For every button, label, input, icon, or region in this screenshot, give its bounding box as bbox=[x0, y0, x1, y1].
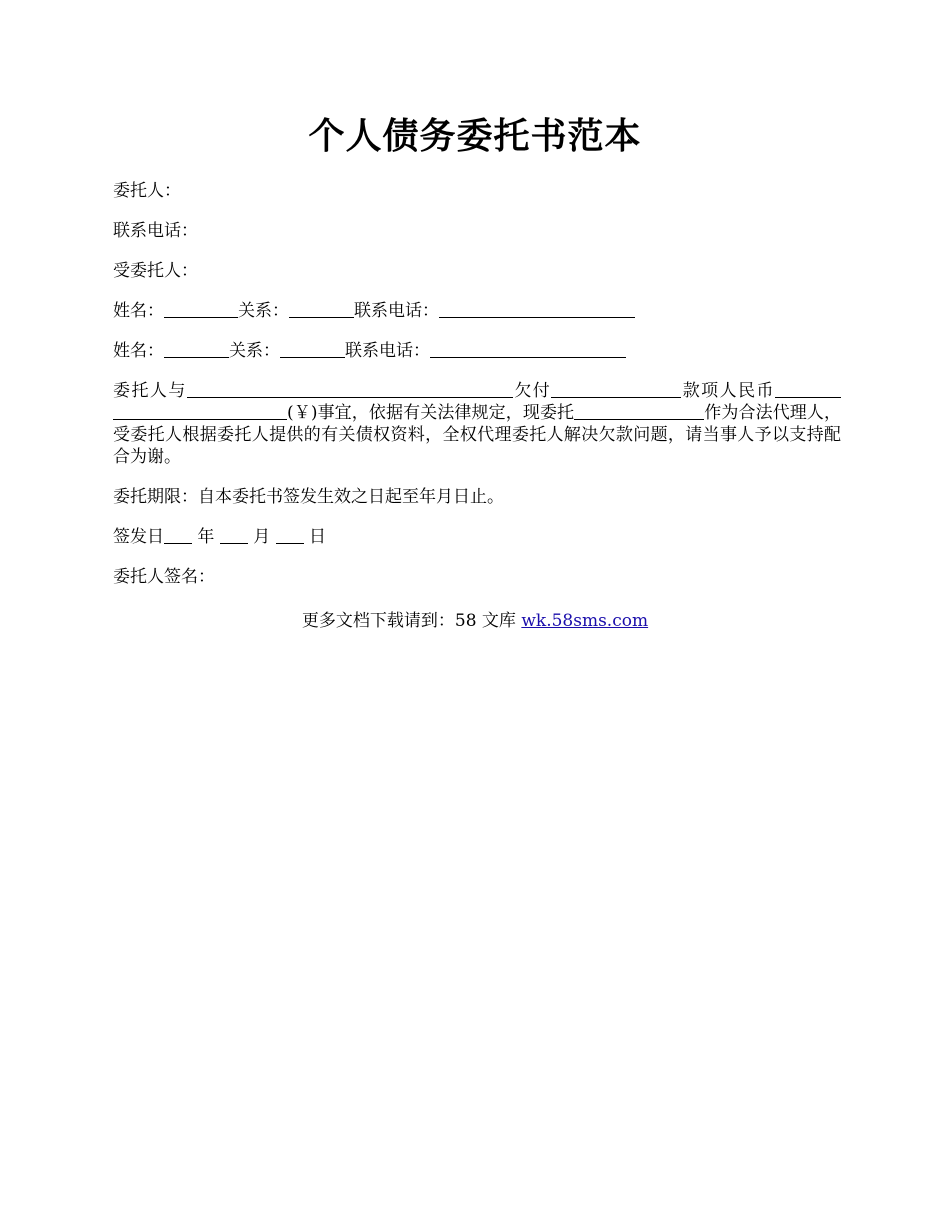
month-label: 月 bbox=[253, 527, 271, 547]
document-body bbox=[113, 180, 841, 606]
name-blank bbox=[164, 301, 238, 318]
principal-label: 委托人： bbox=[113, 181, 181, 201]
creditor-blank bbox=[551, 381, 681, 398]
footer-text: 更多文档下载请到：58 文库 bbox=[301, 611, 522, 631]
phone-label: 联系电话： bbox=[345, 341, 430, 361]
year-label: 年 bbox=[197, 527, 215, 547]
signature-label: 委托人签名： bbox=[113, 567, 215, 587]
body-text-5: 作为合法代理人，受委托人根据委托人提供的有关债权资料，全权代理委托人解决欠款问题，请当事人予以支持配合为谢。 bbox=[113, 403, 842, 467]
day-label: 日 bbox=[309, 527, 327, 547]
month-blank bbox=[220, 527, 248, 544]
signature-line bbox=[113, 566, 841, 588]
body-text-3: 款项人民币 bbox=[681, 381, 776, 401]
year-blank bbox=[164, 527, 192, 544]
debtor-blank bbox=[187, 381, 513, 398]
principal-phone-line bbox=[113, 220, 841, 242]
name-blank bbox=[164, 341, 229, 358]
phone-label: 联系电话： bbox=[354, 301, 439, 321]
body-text-4: (￥)事宜，依据有关法律规定，现委托 bbox=[287, 403, 575, 423]
amount-blank-2 bbox=[113, 403, 287, 420]
body-text-1: 委托人与 bbox=[113, 381, 187, 401]
agent-row-2 bbox=[113, 340, 841, 362]
relation-blank bbox=[289, 301, 354, 318]
agent-line bbox=[113, 260, 841, 282]
phone-blank bbox=[439, 301, 635, 318]
relation-label: 关系： bbox=[229, 341, 280, 361]
agent-name-blank bbox=[574, 403, 704, 420]
principal-phone-label: 联系电话： bbox=[113, 221, 198, 241]
relation-label: 关系： bbox=[238, 301, 289, 321]
name-label: 姓名： bbox=[113, 301, 164, 321]
term-line bbox=[113, 486, 841, 508]
document-title: 个人债务委托书范本 bbox=[308, 115, 642, 157]
footer bbox=[0, 610, 950, 632]
relation-blank bbox=[280, 341, 345, 358]
body-text-2: 欠付 bbox=[512, 381, 552, 401]
phone-blank bbox=[430, 341, 626, 358]
amount-blank-1 bbox=[775, 381, 841, 398]
principal-line bbox=[113, 180, 841, 202]
agent-label: 受委托人： bbox=[113, 261, 198, 281]
issue-date-label: 签发日 bbox=[113, 527, 164, 547]
body-paragraph bbox=[113, 380, 841, 468]
name-label: 姓名： bbox=[113, 341, 164, 361]
agent-row-1 bbox=[113, 300, 841, 322]
day-blank bbox=[276, 527, 304, 544]
issue-date-line bbox=[113, 526, 841, 548]
term-text: 委托期限：自本委托书签发生效之日起至年月日止。 bbox=[113, 487, 504, 507]
footer-link[interactable]: wk.58sms.com bbox=[521, 611, 649, 631]
